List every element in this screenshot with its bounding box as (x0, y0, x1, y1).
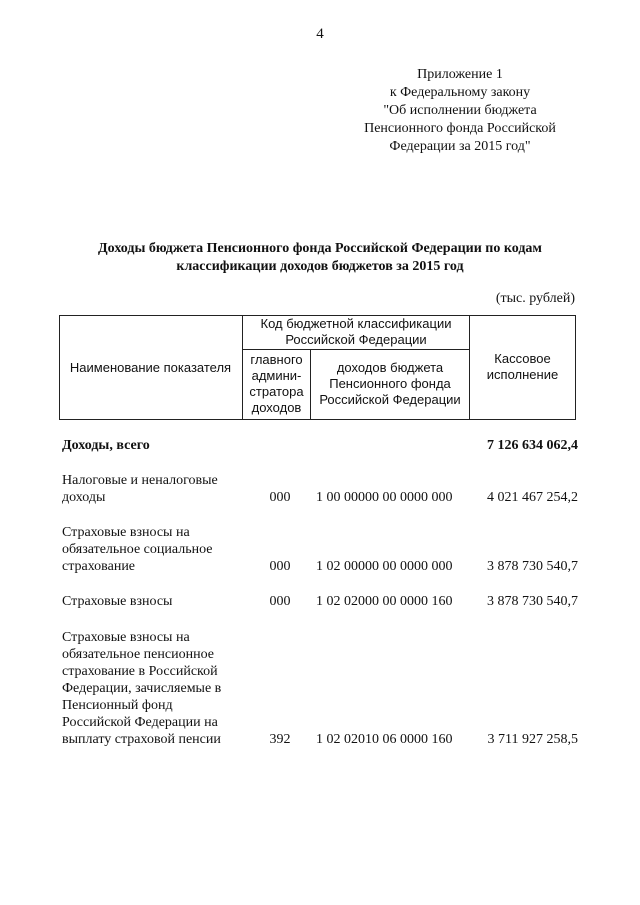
row-income-code: 1 02 00000 00 0000 000 (316, 559, 453, 574)
row-admin-code: 000 (269, 559, 291, 574)
appendix-line: "Об исполнении бюджета (383, 103, 537, 118)
header-admin-line: главного (250, 352, 303, 367)
appendix-line: Федерации за 2015 год" (389, 139, 531, 154)
row-income-code: 1 00 00000 00 0000 000 (316, 490, 453, 505)
header-cash-line: исполнение (486, 367, 559, 382)
header-border-bottom (59, 419, 576, 420)
header-cash-line: Кассовое (494, 351, 551, 366)
appendix-note (340, 66, 580, 156)
row-income-code: 1 02 02010 06 0000 160 (316, 732, 453, 747)
header-code-line: Код бюджетной классификации (260, 316, 452, 331)
table-row (62, 593, 582, 610)
table-header (59, 315, 576, 420)
row-name-line: обязательное пенсионное (62, 647, 214, 662)
row-amount: 3 878 730 540,7 (487, 559, 578, 574)
header-code-line: Российской Федерации (285, 332, 427, 347)
row-name-line: доходы (62, 490, 106, 505)
row-name-line: страхование (62, 559, 136, 574)
header-admin-line: доходов (251, 400, 302, 415)
row-name (62, 524, 252, 575)
header-name-col: Наименование показателя (69, 360, 232, 375)
table-row (62, 472, 582, 506)
units-label: (тыс. рублей) (495, 291, 575, 306)
row-name-line: выплату страховой пенсии (62, 732, 221, 747)
row-name (62, 593, 252, 610)
header-income-line: Российской Федерации (319, 392, 461, 407)
header-admin-line: админи- (251, 368, 302, 383)
header-cash-col (470, 351, 575, 383)
row-admin-code: 392 (269, 732, 291, 747)
row-name (62, 437, 252, 454)
header-admin-line: стратора (249, 384, 304, 399)
header-income-line: доходов бюджета (336, 360, 444, 375)
header-admin-col (243, 352, 310, 416)
header-divider (242, 349, 470, 350)
appendix-line: Пенсионного фонда Российской (364, 121, 556, 136)
row-amount: 4 021 467 254,2 (487, 490, 578, 505)
row-name-line: Страховые взносы на (62, 630, 190, 645)
document-title (60, 240, 580, 276)
row-name-line: Налоговые и неналоговые (62, 473, 218, 488)
row-amount: 3 711 927 258,5 (487, 732, 578, 747)
row-name-line: Доходы, всего (62, 438, 150, 453)
title-line: классификации доходов бюджетов за 2015 год (176, 259, 464, 274)
row-name-line: Пенсионный фонд (62, 698, 173, 713)
row-admin-code: 000 (269, 490, 291, 505)
appendix-line: Приложение 1 (417, 67, 503, 82)
row-name-line: Страховые взносы (62, 594, 173, 609)
row-name-line: Федерации, зачисляемые в (62, 681, 222, 696)
row-amount: 3 878 730 540,7 (487, 594, 578, 609)
table-row (62, 437, 582, 454)
row-amount: 7 126 634 062,4 (487, 438, 578, 453)
row-income-code: 1 02 02000 00 0000 160 (316, 594, 453, 609)
row-admin-code: 000 (269, 594, 291, 609)
row-name-line: обязательное социальное (62, 542, 213, 557)
row-name (62, 629, 252, 748)
header-income-col (311, 360, 469, 408)
header-code-group (243, 316, 469, 348)
header-income-line: Пенсионного фонда (329, 376, 451, 391)
table-row (62, 629, 582, 748)
table-row (62, 524, 582, 575)
title-line: Доходы бюджета Пенсионного фонда Российской Федерации по кодам (98, 241, 542, 256)
header-border-right (575, 315, 576, 420)
page-number: 4 (316, 26, 324, 42)
row-name-line: Страховые взносы на (62, 525, 190, 540)
row-name (62, 472, 252, 506)
row-name-line: страхование в Российской (62, 664, 218, 679)
row-name-line: Российской Федерации на (62, 715, 218, 730)
appendix-line: к Федеральному закону (389, 85, 531, 100)
